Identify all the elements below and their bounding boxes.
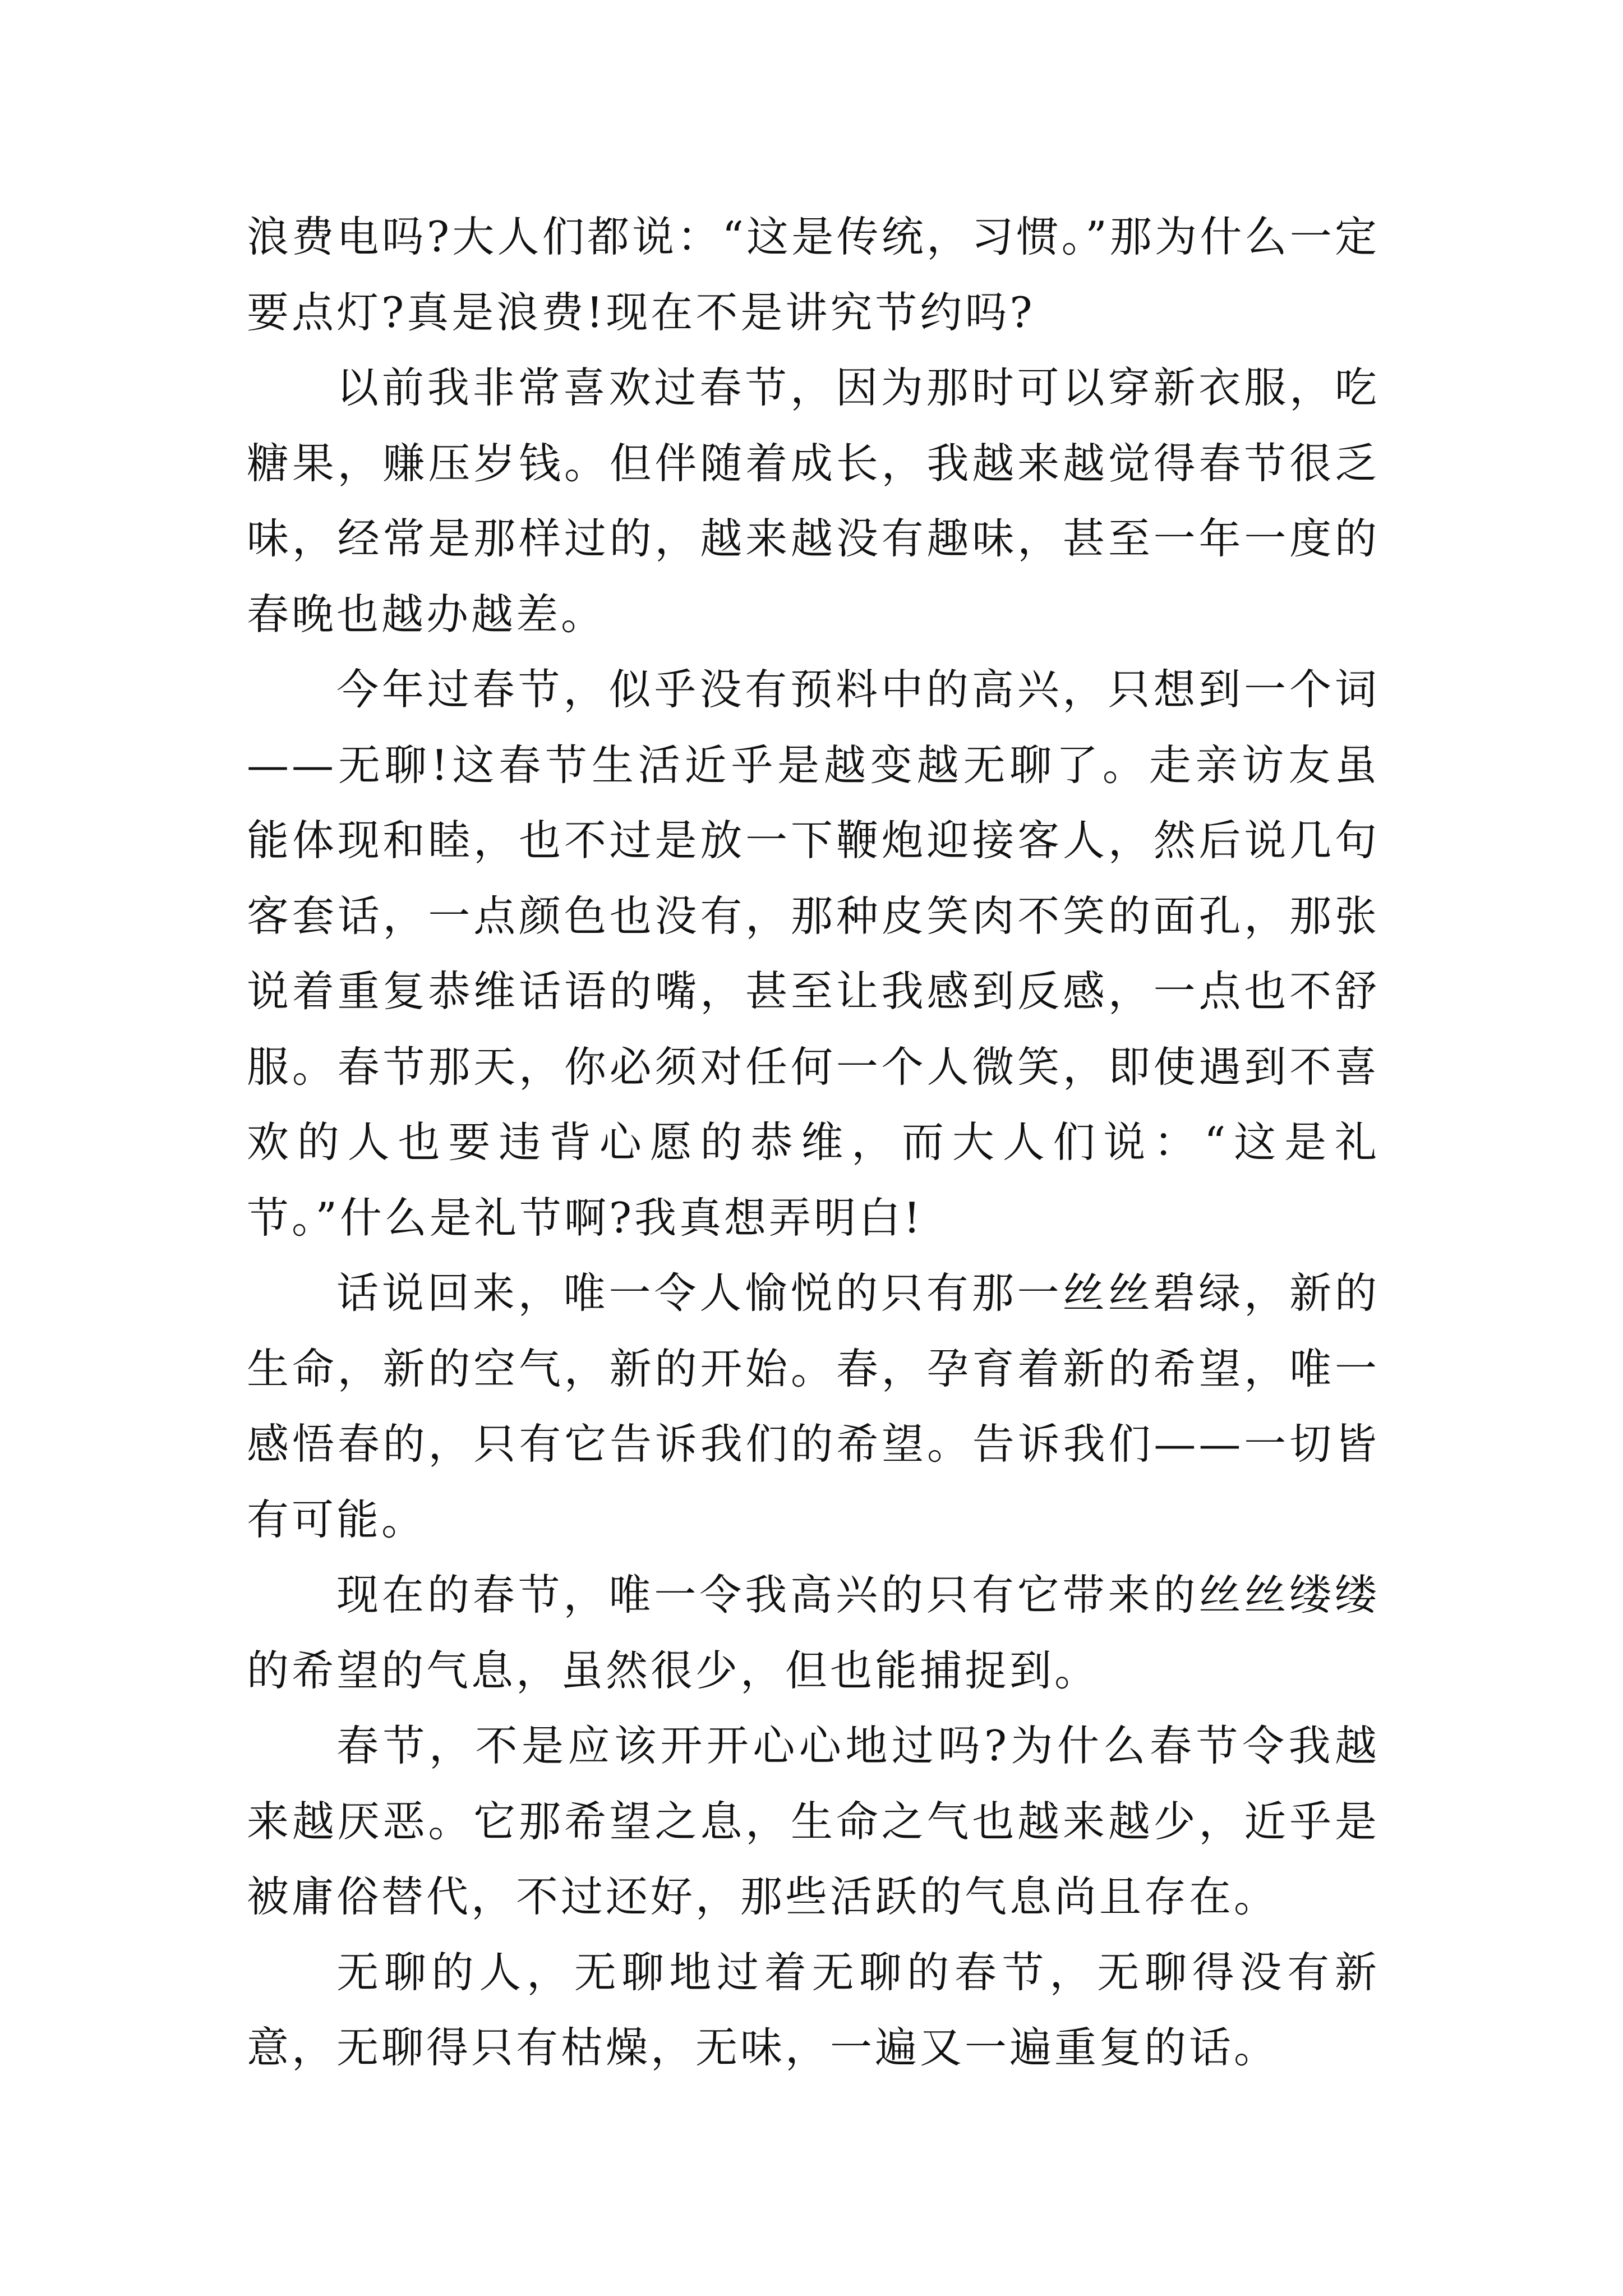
document-body — [247, 199, 1380, 2086]
paragraph-5: 现在的春节，唯一令我高兴的只有它带来的丝丝缕缕的希望的气息，虽然很少，但也能捕捉到。 — [247, 1570, 1380, 1695]
paragraph-2: 以前我非常喜欢过春节，因为那时可以穿新衣服，吃糖果，赚压岁钱。但伴随着成长，我越来越觉得春节很乏味，经常是那样过的，越来越没有趣味，甚至一年一度的春晚也越办越差。 — [247, 363, 1380, 639]
paragraph-6: 春节，不是应该开开心心地过吗?为什么春节令我越来越厌恶。它那希望之息，生命之气也越来越少，近乎是被庸俗替代，不过还好，那些活跃的气息尚且存在。 — [247, 1721, 1380, 1921]
paragraph-7: 无聊的人，无聊地过着无聊的春节，无聊得没有新意，无聊得只有枯燥，无味，一遍又一遍重复的话。 — [247, 1947, 1380, 2072]
paragraph-1: 浪费电吗?大人们都说：“这是传统，习惯。”那为什么一定要点灯?真是浪费!现在不是讲究节约吗? — [247, 212, 1380, 337]
paragraph-3: 今年过春节，似乎没有预料中的高兴，只想到一个词——无聊!这春节生活近乎是越变越无聊了。走亲访友虽能体现和睦，也不过是放一下鞭炮迎接客人，然后说几句客套话，一点颜色也没有，那种皮笑肉不笑的面孔，那张说着重复恭维话语的嘴，甚至让我感到反感，一点也不舒服。春节那天，你必须对任何一个人微笑，即使遇到不喜欢的人也要违背心愿的恭维，而大人们说：“这是礼节。”什么是礼节啊?我真想弄明白! — [247, 665, 1380, 1243]
paragraph-4: 话说回来，唯一令人愉悦的只有那一丝丝碧绿，新的生命，新的空气，新的开始。春，孕育着新的希望，唯一感悟春的，只有它告诉我们的希望。告诉我们——一切皆有可能。 — [247, 1268, 1380, 1544]
